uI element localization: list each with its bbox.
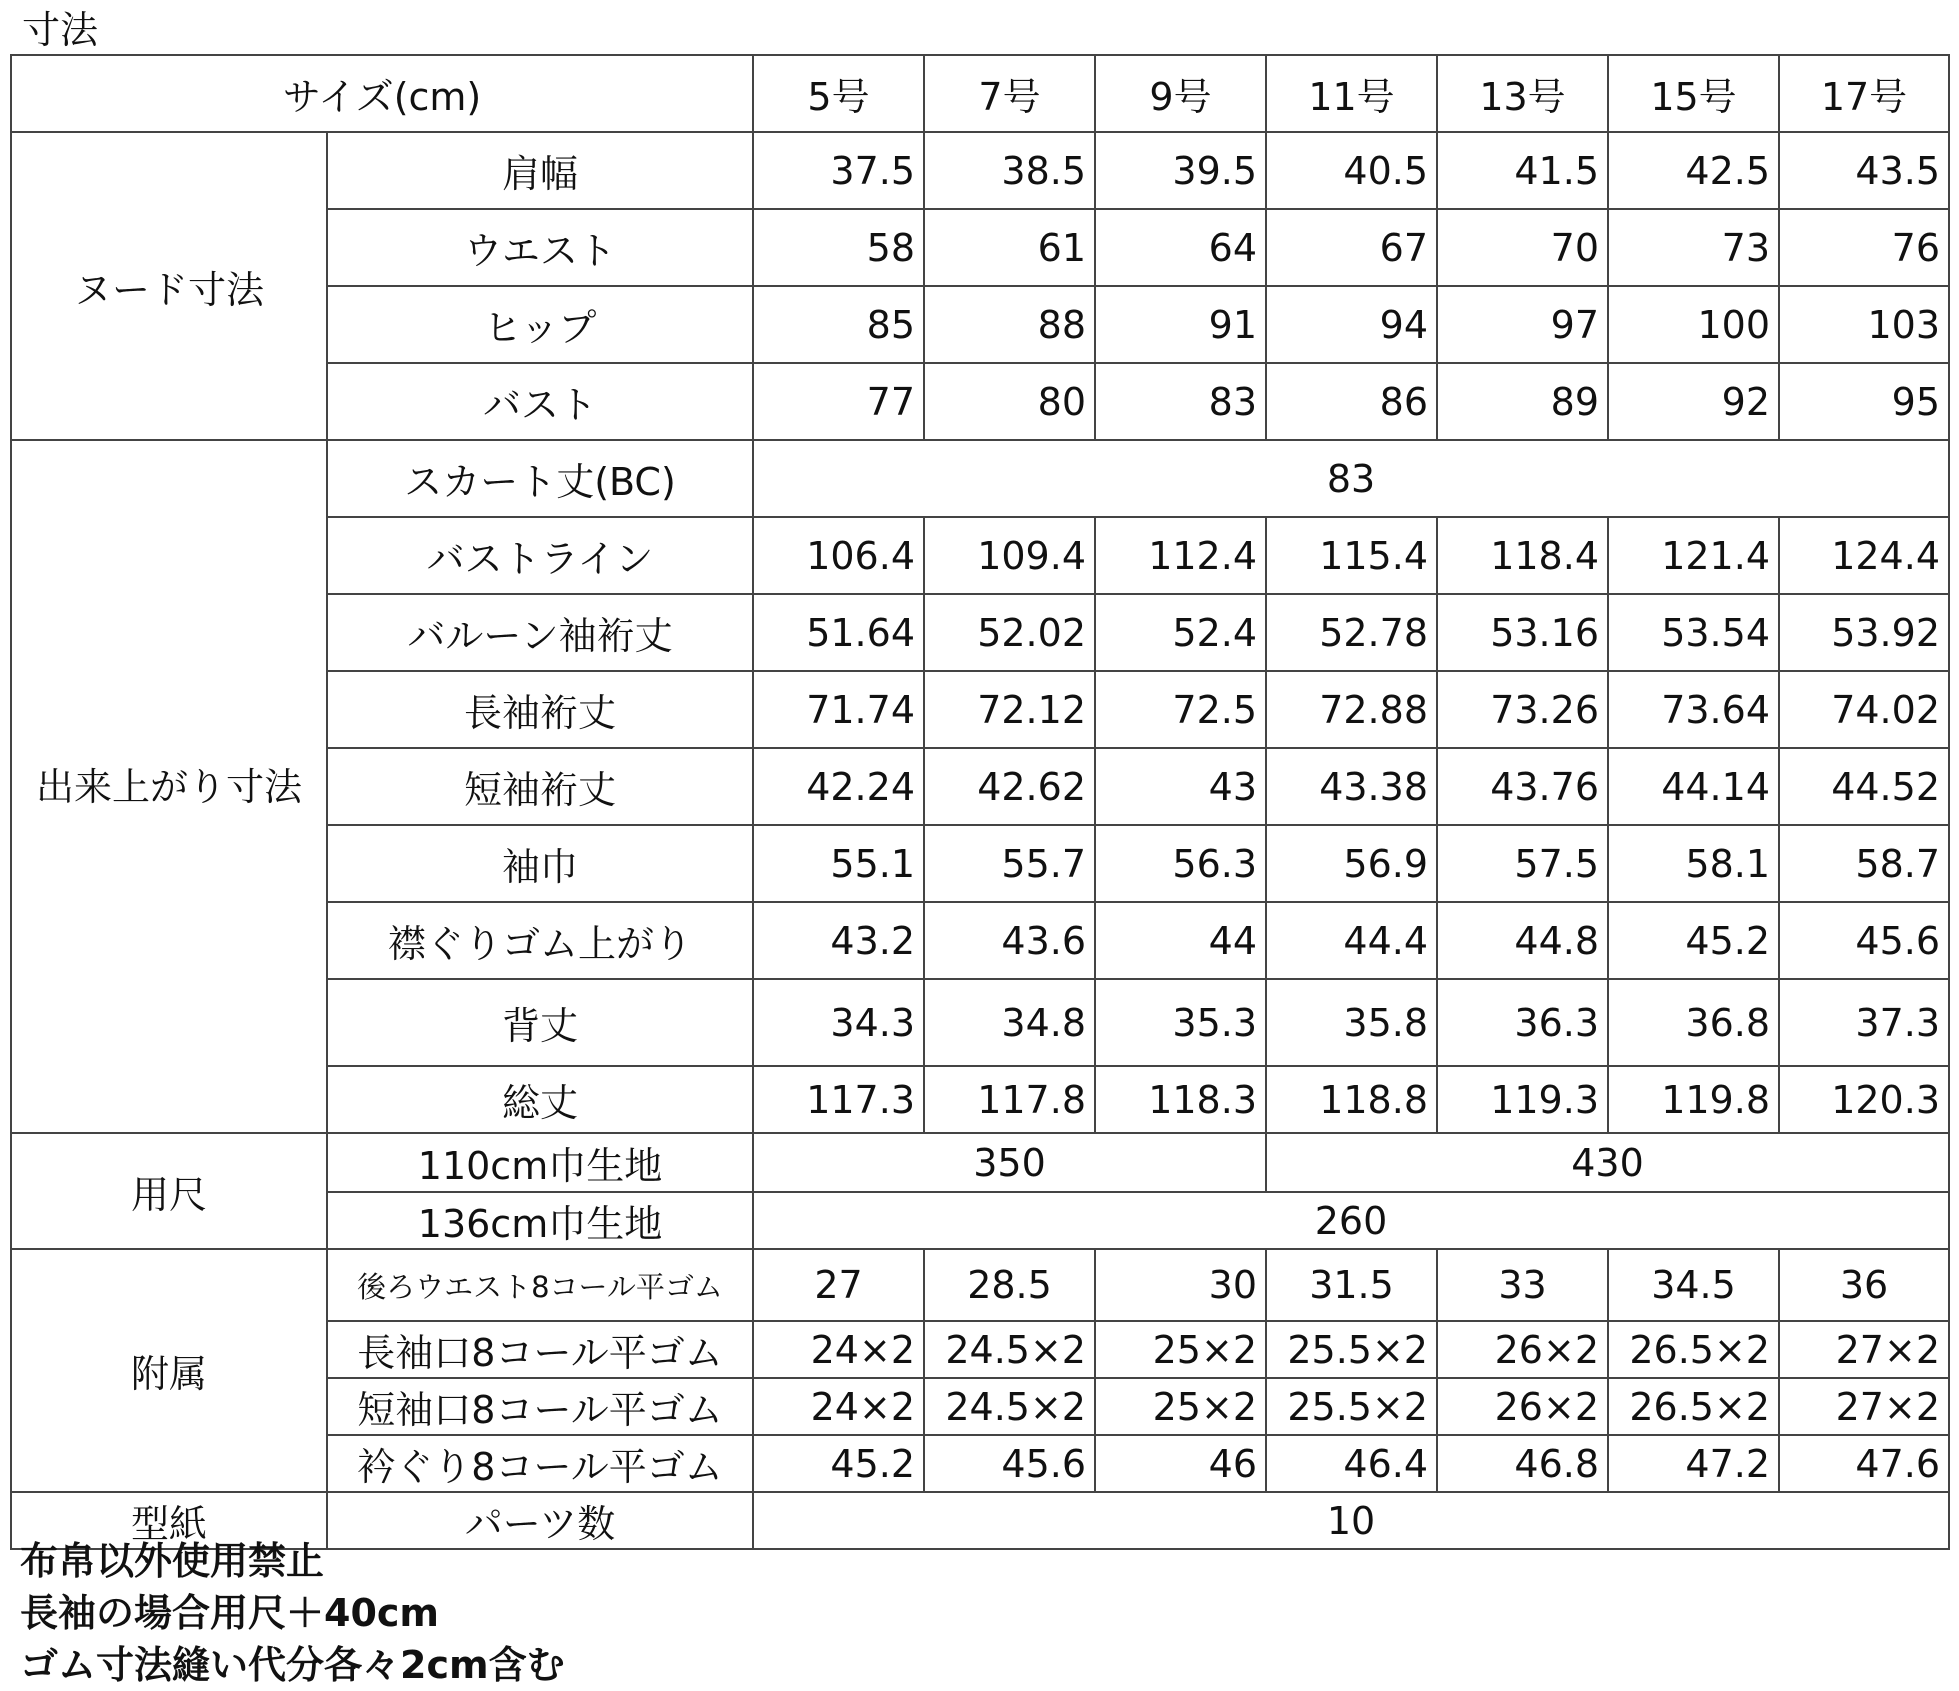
cell-value: 57.5 bbox=[1437, 825, 1608, 902]
cell-value: 52.78 bbox=[1266, 594, 1437, 671]
cell-value: 47.6 bbox=[1779, 1435, 1949, 1492]
cell-value: 52.02 bbox=[924, 594, 1095, 671]
cell-value: 118.8 bbox=[1266, 1066, 1437, 1133]
cell-value: 76 bbox=[1779, 209, 1949, 286]
cell-value: 42.62 bbox=[924, 748, 1095, 825]
cell-value: 27×2 bbox=[1779, 1321, 1949, 1378]
cell-value: 34.3 bbox=[753, 979, 924, 1066]
cell-value: 56.3 bbox=[1095, 825, 1266, 902]
row-label: バストライン bbox=[327, 517, 753, 594]
cell-value: 70 bbox=[1437, 209, 1608, 286]
cell-value: 34.5 bbox=[1608, 1249, 1779, 1321]
cell-value: 112.4 bbox=[1095, 517, 1266, 594]
cell-value: 120.3 bbox=[1779, 1066, 1949, 1133]
cell-value: 92 bbox=[1608, 363, 1779, 440]
cell-value: 89 bbox=[1437, 363, 1608, 440]
cell-value: 25×2 bbox=[1095, 1321, 1266, 1378]
cell-value: 43.6 bbox=[924, 902, 1095, 979]
cell-value: 74.02 bbox=[1779, 671, 1949, 748]
cell-value: 55.1 bbox=[753, 825, 924, 902]
table-row bbox=[11, 440, 1949, 517]
cell-value: 91 bbox=[1095, 286, 1266, 363]
cell-value: 26.5×2 bbox=[1608, 1378, 1779, 1435]
cell-value: 95 bbox=[1779, 363, 1949, 440]
cell-value: 45.2 bbox=[753, 1435, 924, 1492]
cell-value: 44.4 bbox=[1266, 902, 1437, 979]
row-label: 肩幅 bbox=[327, 132, 753, 209]
cell-value: 37.3 bbox=[1779, 979, 1949, 1066]
cell-value: 44.14 bbox=[1608, 748, 1779, 825]
cell-value: 24×2 bbox=[753, 1378, 924, 1435]
cell-value: 109.4 bbox=[924, 517, 1095, 594]
cell-value: 42.5 bbox=[1608, 132, 1779, 209]
notes bbox=[20, 1535, 565, 1691]
header-size-label: サイズ(cm) bbox=[11, 55, 753, 132]
cell-value: 28.5 bbox=[924, 1249, 1095, 1321]
cell-value: 40.5 bbox=[1266, 132, 1437, 209]
row-label: ウエスト bbox=[327, 209, 753, 286]
cell-value: 83 bbox=[1095, 363, 1266, 440]
cell-value: 45.6 bbox=[1779, 902, 1949, 979]
cell-value: 51.64 bbox=[753, 594, 924, 671]
size-chart-table bbox=[10, 54, 1950, 1550]
size-header: 7号 bbox=[924, 55, 1095, 132]
cell-value: 44.8 bbox=[1437, 902, 1608, 979]
cell-value: 46.8 bbox=[1437, 1435, 1608, 1492]
row-label: 襟ぐりゴム上がり bbox=[327, 902, 753, 979]
row-label: スカート丈(BC) bbox=[327, 440, 753, 517]
cell-value: 43 bbox=[1095, 748, 1266, 825]
cell-value: 31.5 bbox=[1266, 1249, 1437, 1321]
group-label-finished: 出来上がり寸法 bbox=[11, 440, 327, 1133]
fabric-110-large-value: 430 bbox=[1266, 1133, 1949, 1192]
cell-value: 36.3 bbox=[1437, 979, 1608, 1066]
cell-value: 72.12 bbox=[924, 671, 1095, 748]
cell-value: 124.4 bbox=[1779, 517, 1949, 594]
cell-value: 25.5×2 bbox=[1266, 1378, 1437, 1435]
cell-value: 119.8 bbox=[1608, 1066, 1779, 1133]
cell-value: 61 bbox=[924, 209, 1095, 286]
row-label: バルーン袖裄丈 bbox=[327, 594, 753, 671]
cell-value: 24.5×2 bbox=[924, 1378, 1095, 1435]
row-label: 衿ぐり8コール平ゴム bbox=[327, 1435, 753, 1492]
table-row bbox=[11, 1133, 1949, 1192]
cell-value: 117.3 bbox=[753, 1066, 924, 1133]
cell-value: 80 bbox=[924, 363, 1095, 440]
cell-value: 118.4 bbox=[1437, 517, 1608, 594]
cell-value: 58.1 bbox=[1608, 825, 1779, 902]
cell-value: 97 bbox=[1437, 286, 1608, 363]
cell-value: 44 bbox=[1095, 902, 1266, 979]
cell-value: 25.5×2 bbox=[1266, 1321, 1437, 1378]
cell-value: 77 bbox=[753, 363, 924, 440]
cell-value: 26×2 bbox=[1437, 1378, 1608, 1435]
header-row bbox=[11, 55, 1949, 132]
row-label: 長袖裄丈 bbox=[327, 671, 753, 748]
cell-value: 58 bbox=[753, 209, 924, 286]
size-header: 9号 bbox=[1095, 55, 1266, 132]
row-label: 背丈 bbox=[327, 979, 753, 1066]
cell-value: 72.5 bbox=[1095, 671, 1266, 748]
cell-value: 58.7 bbox=[1779, 825, 1949, 902]
cell-value: 34.8 bbox=[924, 979, 1095, 1066]
cell-value: 30 bbox=[1095, 1249, 1266, 1321]
cell-value: 73 bbox=[1608, 209, 1779, 286]
cell-value: 55.7 bbox=[924, 825, 1095, 902]
table-row bbox=[11, 1249, 1949, 1321]
cell-value: 26.5×2 bbox=[1608, 1321, 1779, 1378]
cell-value: 53.54 bbox=[1608, 594, 1779, 671]
cell-value: 73.26 bbox=[1437, 671, 1608, 748]
cell-value: 115.4 bbox=[1266, 517, 1437, 594]
size-header: 11号 bbox=[1266, 55, 1437, 132]
row-label: 短袖裄丈 bbox=[327, 748, 753, 825]
cell-value: 41.5 bbox=[1437, 132, 1608, 209]
size-header: 13号 bbox=[1437, 55, 1608, 132]
size-header: 5号 bbox=[753, 55, 924, 132]
row-label: 110cm巾生地 bbox=[327, 1133, 753, 1192]
cell-value: 46.4 bbox=[1266, 1435, 1437, 1492]
cell-value: 121.4 bbox=[1608, 517, 1779, 594]
cell-value: 73.64 bbox=[1608, 671, 1779, 748]
cell-value: 36 bbox=[1779, 1249, 1949, 1321]
page-title: 寸法 bbox=[22, 8, 99, 52]
cell-value: 72.88 bbox=[1266, 671, 1437, 748]
size-header: 17号 bbox=[1779, 55, 1949, 132]
row-label: 後ろウエスト8コール平ゴム bbox=[327, 1249, 753, 1321]
parts-count-value: 10 bbox=[753, 1492, 1949, 1549]
row-label: ヒップ bbox=[327, 286, 753, 363]
cell-value: 67 bbox=[1266, 209, 1437, 286]
cell-value: 47.2 bbox=[1608, 1435, 1779, 1492]
cell-value: 45.2 bbox=[1608, 902, 1779, 979]
cell-value: 45.6 bbox=[924, 1435, 1095, 1492]
cell-value: 43.76 bbox=[1437, 748, 1608, 825]
cell-value: 86 bbox=[1266, 363, 1437, 440]
cell-value: 53.16 bbox=[1437, 594, 1608, 671]
cell-value: 117.8 bbox=[924, 1066, 1095, 1133]
group-label-nude: ヌード寸法 bbox=[11, 132, 327, 440]
cell-value: 103 bbox=[1779, 286, 1949, 363]
cell-value: 26×2 bbox=[1437, 1321, 1608, 1378]
cell-value: 106.4 bbox=[753, 517, 924, 594]
note-line: 長袖の場合用尺＋40cm bbox=[20, 1591, 440, 1635]
size-header: 15号 bbox=[1608, 55, 1779, 132]
cell-value: 35.8 bbox=[1266, 979, 1437, 1066]
row-label: 袖巾 bbox=[327, 825, 753, 902]
cell-value: 43.2 bbox=[753, 902, 924, 979]
cell-value: 36.8 bbox=[1608, 979, 1779, 1066]
cell-value: 35.3 bbox=[1095, 979, 1266, 1066]
cell-value: 71.74 bbox=[753, 671, 924, 748]
cell-value: 119.3 bbox=[1437, 1066, 1608, 1133]
cell-value: 24×2 bbox=[753, 1321, 924, 1378]
row-label: 長袖口8コール平ゴム bbox=[327, 1321, 753, 1378]
cell-value: 94 bbox=[1266, 286, 1437, 363]
cell-value: 38.5 bbox=[924, 132, 1095, 209]
cell-value: 85 bbox=[753, 286, 924, 363]
cell-value: 43.38 bbox=[1266, 748, 1437, 825]
row-label: 136cm巾生地 bbox=[327, 1192, 753, 1249]
cell-value: 53.92 bbox=[1779, 594, 1949, 671]
note-line: ゴム寸法縫い代分各々2cm含む bbox=[20, 1643, 565, 1687]
group-label-fabric: 用尺 bbox=[11, 1133, 327, 1249]
cell-value: 43.5 bbox=[1779, 132, 1949, 209]
cell-value: 24.5×2 bbox=[924, 1321, 1095, 1378]
row-label: パーツ数 bbox=[327, 1492, 753, 1549]
cell-value: 100 bbox=[1608, 286, 1779, 363]
cell-value: 52.4 bbox=[1095, 594, 1266, 671]
row-label: 短袖口8コール平ゴム bbox=[327, 1378, 753, 1435]
group-label-accessories: 附属 bbox=[11, 1249, 327, 1492]
cell-value: 27 bbox=[753, 1249, 924, 1321]
cell-value: 27×2 bbox=[1779, 1378, 1949, 1435]
cell-value: 33 bbox=[1437, 1249, 1608, 1321]
cell-value: 39.5 bbox=[1095, 132, 1266, 209]
cell-value: 118.3 bbox=[1095, 1066, 1266, 1133]
cell-value: 88 bbox=[924, 286, 1095, 363]
note-line: 布帛以外使用禁止 bbox=[20, 1539, 325, 1583]
skirt-length-value: 83 bbox=[753, 440, 1949, 517]
fabric-110-small-value: 350 bbox=[753, 1133, 1266, 1192]
cell-value: 44.52 bbox=[1779, 748, 1949, 825]
cell-value: 46 bbox=[1095, 1435, 1266, 1492]
cell-value: 37.5 bbox=[753, 132, 924, 209]
cell-value: 64 bbox=[1095, 209, 1266, 286]
table-row bbox=[11, 132, 1949, 209]
group-label-pattern: 型紙 bbox=[11, 1492, 327, 1549]
row-label: バスト bbox=[327, 363, 753, 440]
row-label: 総丈 bbox=[327, 1066, 753, 1133]
cell-value: 25×2 bbox=[1095, 1378, 1266, 1435]
cell-value: 42.24 bbox=[753, 748, 924, 825]
fabric-136-value: 260 bbox=[753, 1192, 1949, 1249]
cell-value: 56.9 bbox=[1266, 825, 1437, 902]
